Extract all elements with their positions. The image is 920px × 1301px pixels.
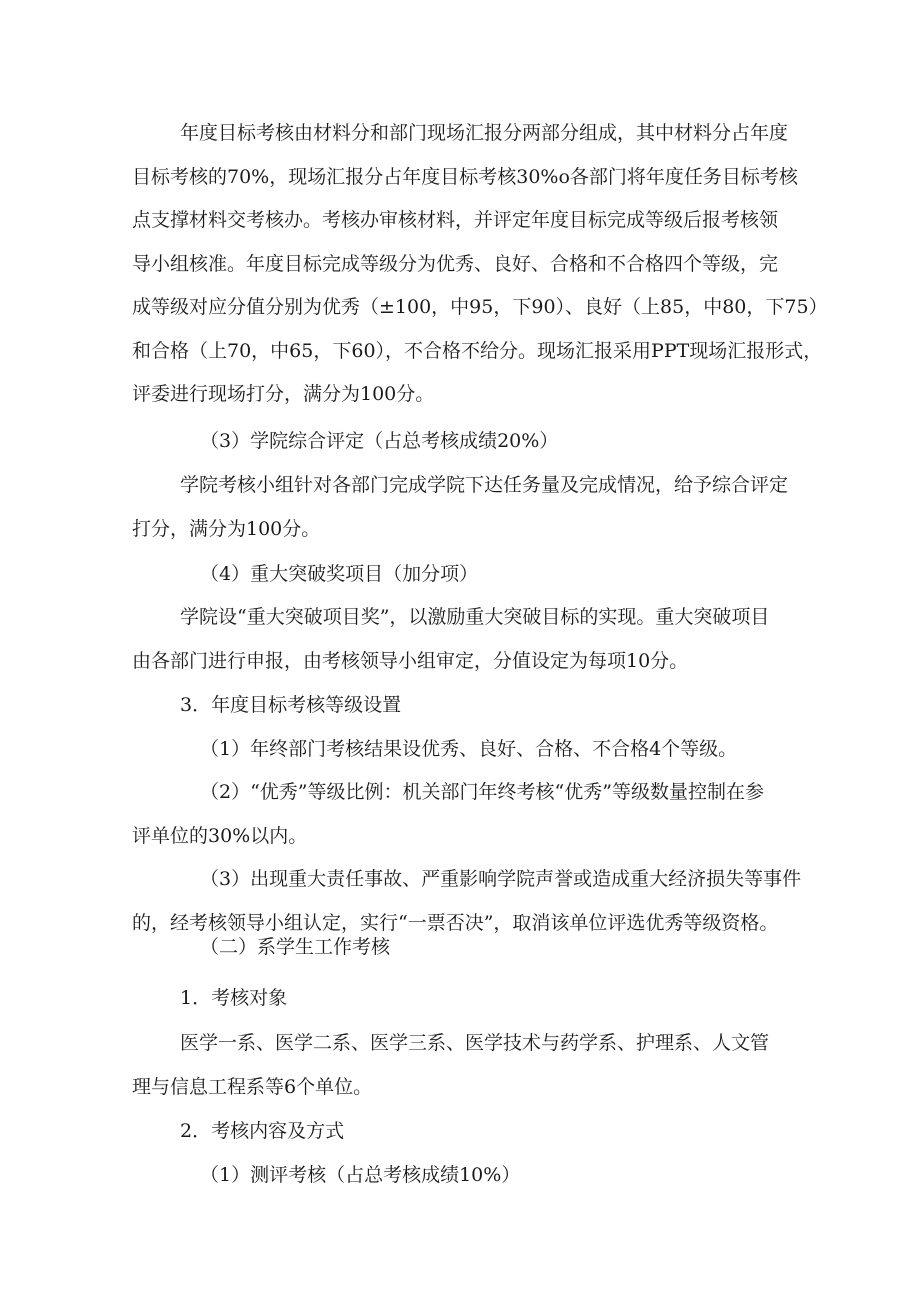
text-line: 医学一系、医学二系、医学三系、医学技术与药学系、护理系、人文管: [180, 1032, 770, 1054]
text-line: 学院设“重大突破项目奖”，以激励重大突破目标的实现。重大突破项目: [180, 606, 770, 628]
heading-student-work-assessment: [200, 926, 860, 970]
text-line: 打分，满分为100分。: [132, 517, 321, 540]
text-line: 3．年度目标考核等级设置: [180, 694, 402, 716]
text-line: （1）测评考核（占总考核成绩10%）: [200, 1164, 521, 1186]
paragraph-annual-target-scoring: [132, 112, 832, 417]
text-line: 成等级对应分值分别为优秀（±100，中95，下90）、良好（上85，中80，下75）: [132, 296, 828, 318]
paragraph-assessment-targets: [132, 1022, 832, 1109]
heading-assessment-content: [180, 1110, 840, 1154]
text-line: 评单位的30%以内。: [132, 824, 308, 847]
heading-college-evaluation: [200, 420, 860, 464]
text-line: 2．考核内容及方式: [180, 1120, 345, 1142]
text-line: 由各部门进行申报，由考核领导小组审定，分值设定为每项10分。: [132, 649, 689, 672]
text-line: 年度目标考核由材料分和部门现场汇报分两部分组成，其中材料分占年度: [180, 122, 789, 144]
text-line: 的，经考核领导小组认定，实行“一票否决”，取消该单位评选优秀等级资格。: [132, 911, 779, 934]
heading-assessment-targets: [180, 977, 840, 1021]
text-line: 导小组核准。年度目标完成等级分为优秀、良好、合格和不合格四个等级，完: [132, 252, 779, 275]
text-line: 评委进行现场打分，满分为100分。: [132, 383, 435, 405]
text-line: 目标考核的70%，现场汇报分占年度目标考核30%o各部门将年度任务目标考核: [132, 165, 798, 188]
text-line: （1）年终部门考核结果设优秀、良好、合格、不合格4个等级。: [200, 738, 738, 760]
text-line: （3）出现重大责任事故、严重影响学院声誉或造成重大经济损失等事件: [200, 868, 802, 890]
paragraph-college-evaluation: [132, 464, 832, 551]
text-line: 理与信息工程系等6个单位。: [132, 1075, 373, 1098]
heading-evaluation-assessment: [200, 1154, 860, 1198]
item-excellent-ratio: [132, 771, 832, 858]
text-line: 点支撑材料交考核办。考核办审核材料，并评定年度目标完成等级后报考核领: [132, 209, 779, 231]
text-line: （二）系学生工作考核: [200, 936, 391, 958]
text-line: （2）“优秀”等级比例：机关部门年终考核“优秀”等级数量控制在参: [200, 781, 764, 803]
heading-breakthrough-award: [200, 553, 860, 597]
heading-grade-setting: [180, 684, 840, 728]
text-line: （4）重大突破奖项目（加分项）: [200, 563, 479, 585]
text-line: 1．考核对象: [180, 987, 288, 1009]
paragraph-breakthrough-award: [132, 596, 832, 683]
text-line: （3）学院综合评定（占总考核成绩20%）: [200, 430, 559, 452]
item-grade-levels: [200, 728, 860, 772]
text-line: 学院考核小组针对各部门完成学院下达任务量及完成情况，给予综合评定: [180, 474, 789, 496]
text-line: 和合格（上70，中65，下60），不合格不给分。现场汇报采用PPT现场汇报形式，: [132, 339, 823, 362]
